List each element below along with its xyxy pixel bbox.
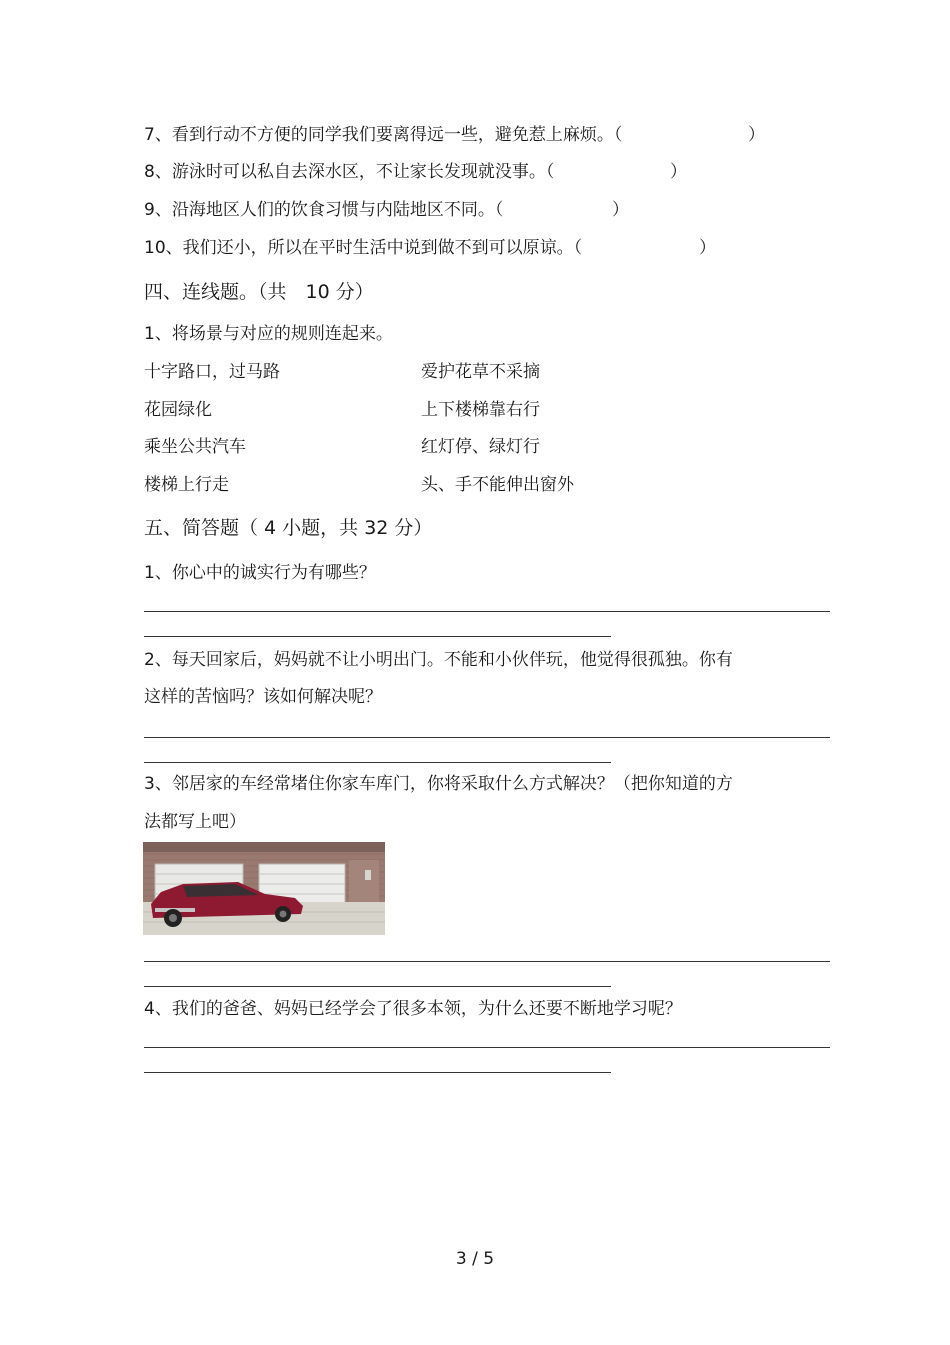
answer-paren-10: ）	[699, 238, 716, 258]
answer-line	[144, 1047, 830, 1048]
matching-right-3: 红灯停、绿灯行	[421, 437, 540, 457]
section-4-title: 四、连线题。（共 10 分）	[144, 281, 374, 303]
matching-question: 1、将场景与对应的规则连起来。	[144, 324, 393, 344]
answer-line	[144, 986, 611, 987]
matching-left-4: 楼梯上行走	[144, 475, 229, 495]
answer-line	[144, 636, 611, 637]
matching-right-2: 上下楼梯靠右行	[421, 400, 540, 420]
judgement-item-8: 8、游泳时可以私自去深水区，不让家长发现就没事。（	[144, 162, 555, 182]
answer-line	[144, 737, 830, 738]
answer-paren-9: ）	[612, 200, 629, 220]
answer-line	[144, 961, 830, 962]
short-answer-q3-line2: 法都写上吧）	[144, 812, 246, 832]
matching-left-2: 花园绿化	[144, 400, 212, 420]
matching-right-1: 爱护花草不采摘	[421, 362, 540, 382]
section-5-title: 五、简答题（ 4 小题，共 32 分）	[144, 517, 433, 539]
judgement-item-7: 7、看到行动不方便的同学我们要离得远一些，避免惹上麻烦。（	[144, 125, 623, 145]
answer-paren-8: ）	[670, 162, 687, 182]
short-answer-q4: 4、我们的爸爸、妈妈已经学会了很多本领，为什么还要不断地学习呢？	[144, 999, 682, 1019]
short-answer-q3-line1: 3、邻居家的车经常堵住你家车库门，你将采取什么方式解决？（把你知道的方	[144, 774, 733, 794]
answer-line	[144, 611, 830, 612]
answer-paren-7: ）	[748, 125, 765, 145]
short-answer-q2-line2: 这样的苦恼吗？该如何解决呢？	[144, 687, 382, 707]
short-answer-q1: 1、你心中的诚实行为有哪些？	[144, 563, 376, 583]
answer-line	[144, 1072, 611, 1073]
answer-line	[144, 762, 611, 763]
judgement-item-10: 10、我们还小，所以在平时生活中说到做不到可以原谅。（	[144, 238, 583, 258]
matching-right-4: 头、手不能伸出窗外	[421, 475, 574, 495]
judgement-item-9: 9、沿海地区人们的饮食习惯与内陆地区不同。（	[144, 200, 504, 220]
short-answer-q2-line1: 2、每天回家后，妈妈就不让小明出门。不能和小伙伴玩，他觉得很孤独。你有	[144, 650, 733, 670]
page-number: 3 / 5	[455, 1249, 495, 1269]
matching-left-1: 十字路口，过马路	[144, 362, 280, 382]
car-garage-photo	[143, 842, 385, 935]
matching-left-3: 乘坐公共汽车	[144, 437, 246, 457]
